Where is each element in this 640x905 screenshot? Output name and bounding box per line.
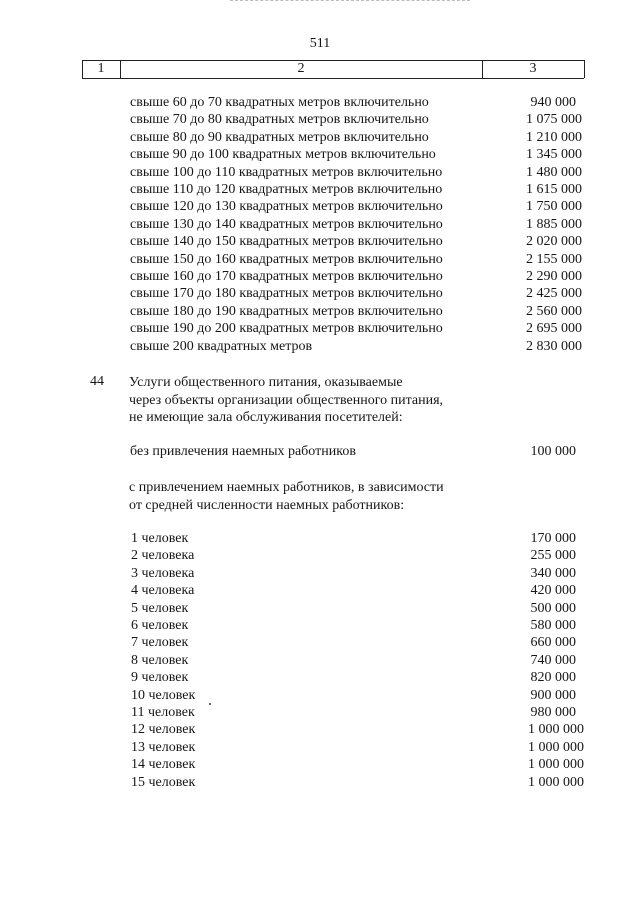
column-header-3: 3	[529, 61, 537, 76]
row-value: 500 000	[530, 600, 576, 616]
column-header-1: 1	[97, 61, 105, 76]
row-label: свыше 90 до 100 квадратных метров включительно	[130, 147, 436, 163]
table-row	[0, 181, 640, 198]
row-value: 1 210 000	[526, 129, 582, 145]
row-label: 13 человек	[131, 739, 196, 755]
table-row	[0, 582, 640, 599]
row-label: свыше 190 до 200 квадратных метров включительно	[130, 321, 443, 337]
table-row	[0, 617, 640, 634]
row-value: 100 000	[530, 444, 576, 459]
header-divider-right	[584, 60, 585, 78]
table-row	[0, 721, 640, 738]
row-label: 7 человек	[131, 635, 189, 651]
row-label: свыше 160 до 170 квадратных метров включительно	[130, 269, 443, 284]
table-row	[0, 547, 640, 564]
row-value: 900 000	[530, 687, 576, 703]
row-label: свыше 150 до 160 квадратных метров включительно	[130, 251, 443, 267]
row-value: 2 155 000	[526, 251, 582, 267]
row-label: 2 человека	[131, 548, 195, 564]
row-label: 10 человек	[131, 687, 196, 703]
row-value: 2 560 000	[526, 303, 582, 319]
row-value: 1 345 000	[526, 147, 582, 163]
hired-intro	[129, 479, 444, 514]
table-row	[0, 704, 640, 721]
table-row	[0, 164, 640, 181]
table-row	[0, 268, 640, 285]
row-value: 1 000 000	[528, 774, 584, 790]
row-value: 2 830 000	[526, 338, 582, 354]
row-label: 3 человека	[131, 565, 195, 581]
column-header-2: 2	[297, 61, 305, 76]
row-label: 4 человека	[131, 583, 195, 599]
row-value: 1 615 000	[526, 182, 582, 197]
table-row	[0, 198, 640, 215]
row-value: 2 020 000	[526, 234, 582, 250]
table-row	[0, 303, 640, 320]
row-value: 2 290 000	[526, 269, 582, 284]
no-hired-row	[0, 443, 640, 460]
table-row	[0, 216, 640, 233]
hired-intro-line: с привлечением наемных работников, в зависимости	[129, 480, 444, 495]
row-label: свыше 80 до 90 квадратных метров включительно	[130, 129, 429, 145]
row-label: 9 человек	[131, 670, 189, 686]
row-value: 580 000	[530, 618, 576, 633]
table-row	[0, 530, 640, 547]
table-row	[0, 669, 640, 686]
row-value: 340 000	[530, 565, 576, 581]
section-number: 44	[90, 374, 104, 389]
page-number: 511	[309, 36, 331, 51]
table-row	[0, 565, 640, 582]
scan-speck	[209, 703, 211, 705]
section-title	[129, 374, 443, 427]
row-label: свыше 140 до 150 квадратных метров включительно	[130, 234, 443, 250]
row-label: свыше 110 до 120 квадратных метров включительно	[130, 182, 443, 197]
table-row	[0, 111, 640, 128]
table-row	[0, 251, 640, 268]
table-row	[0, 774, 640, 791]
row-value: 980 000	[530, 705, 576, 720]
table-row	[0, 233, 640, 250]
header-rule-bottom	[82, 78, 584, 79]
table-row	[0, 285, 640, 302]
hired-intro-line: от средней численности наемных работников:	[129, 497, 405, 513]
table-row	[0, 94, 640, 111]
table-row	[0, 600, 640, 617]
row-label: свыше 70 до 80 квадратных метров включительно	[130, 112, 429, 128]
row-label: свыше 180 до 190 квадратных метров включительно	[130, 303, 443, 319]
row-value: 170 000	[530, 531, 576, 546]
row-label: свыше 100 до 110 квадратных метров включительно	[130, 164, 443, 180]
row-label: 8 человек	[131, 652, 189, 668]
row-label: 15 человек	[131, 774, 196, 790]
section-title-line: не имеющие зала обслуживания посетителей:	[129, 410, 403, 425]
row-value: 1 000 000	[528, 739, 584, 755]
table-row	[0, 338, 640, 355]
row-value: 2 695 000	[526, 321, 582, 337]
table-row	[0, 634, 640, 651]
scan-artifact-top	[230, 0, 470, 4]
row-label: 5 человек	[131, 600, 189, 616]
row-value: 255 000	[530, 548, 576, 564]
row-label: 12 человек	[131, 722, 196, 738]
row-label: без привлечения наемных работников	[130, 444, 356, 459]
row-label: свыше 60 до 70 квадратных метров включительно	[130, 95, 429, 110]
table-row	[0, 739, 640, 756]
row-value: 940 000	[530, 95, 576, 110]
row-label: 6 человек	[131, 618, 189, 633]
row-label: свыше 120 до 130 квадратных метров включительно	[130, 199, 443, 215]
row-value: 1 885 000	[526, 216, 582, 232]
row-value: 1 750 000	[526, 199, 582, 215]
row-label: свыше 200 квадратных метров	[130, 338, 313, 354]
table-row	[0, 652, 640, 669]
row-value: 2 425 000	[526, 286, 582, 302]
row-label: 14 человек	[131, 757, 196, 773]
row-value: 1 075 000	[526, 112, 582, 128]
row-value: 420 000	[530, 583, 576, 599]
row-label: 11 человек	[131, 705, 195, 720]
table-row	[0, 146, 640, 163]
section-title-line: через объекты организации общественного питания,	[129, 392, 444, 408]
row-label: свыше 130 до 140 квадратных метров включительно	[130, 216, 443, 232]
table-row	[0, 756, 640, 773]
section-title-line: Услуги общественного питания, оказываемые	[129, 375, 403, 390]
row-value: 1 000 000	[528, 722, 584, 738]
table-row	[0, 320, 640, 337]
row-value: 1 480 000	[526, 164, 582, 180]
table-row	[0, 129, 640, 146]
row-value: 820 000	[530, 670, 576, 686]
row-label: 1 человек	[131, 531, 189, 546]
row-value: 1 000 000	[528, 757, 584, 773]
table-row	[0, 687, 640, 704]
row-value: 660 000	[530, 635, 576, 651]
row-label: свыше 170 до 180 квадратных метров включительно	[130, 286, 443, 302]
row-value: 740 000	[530, 652, 576, 668]
